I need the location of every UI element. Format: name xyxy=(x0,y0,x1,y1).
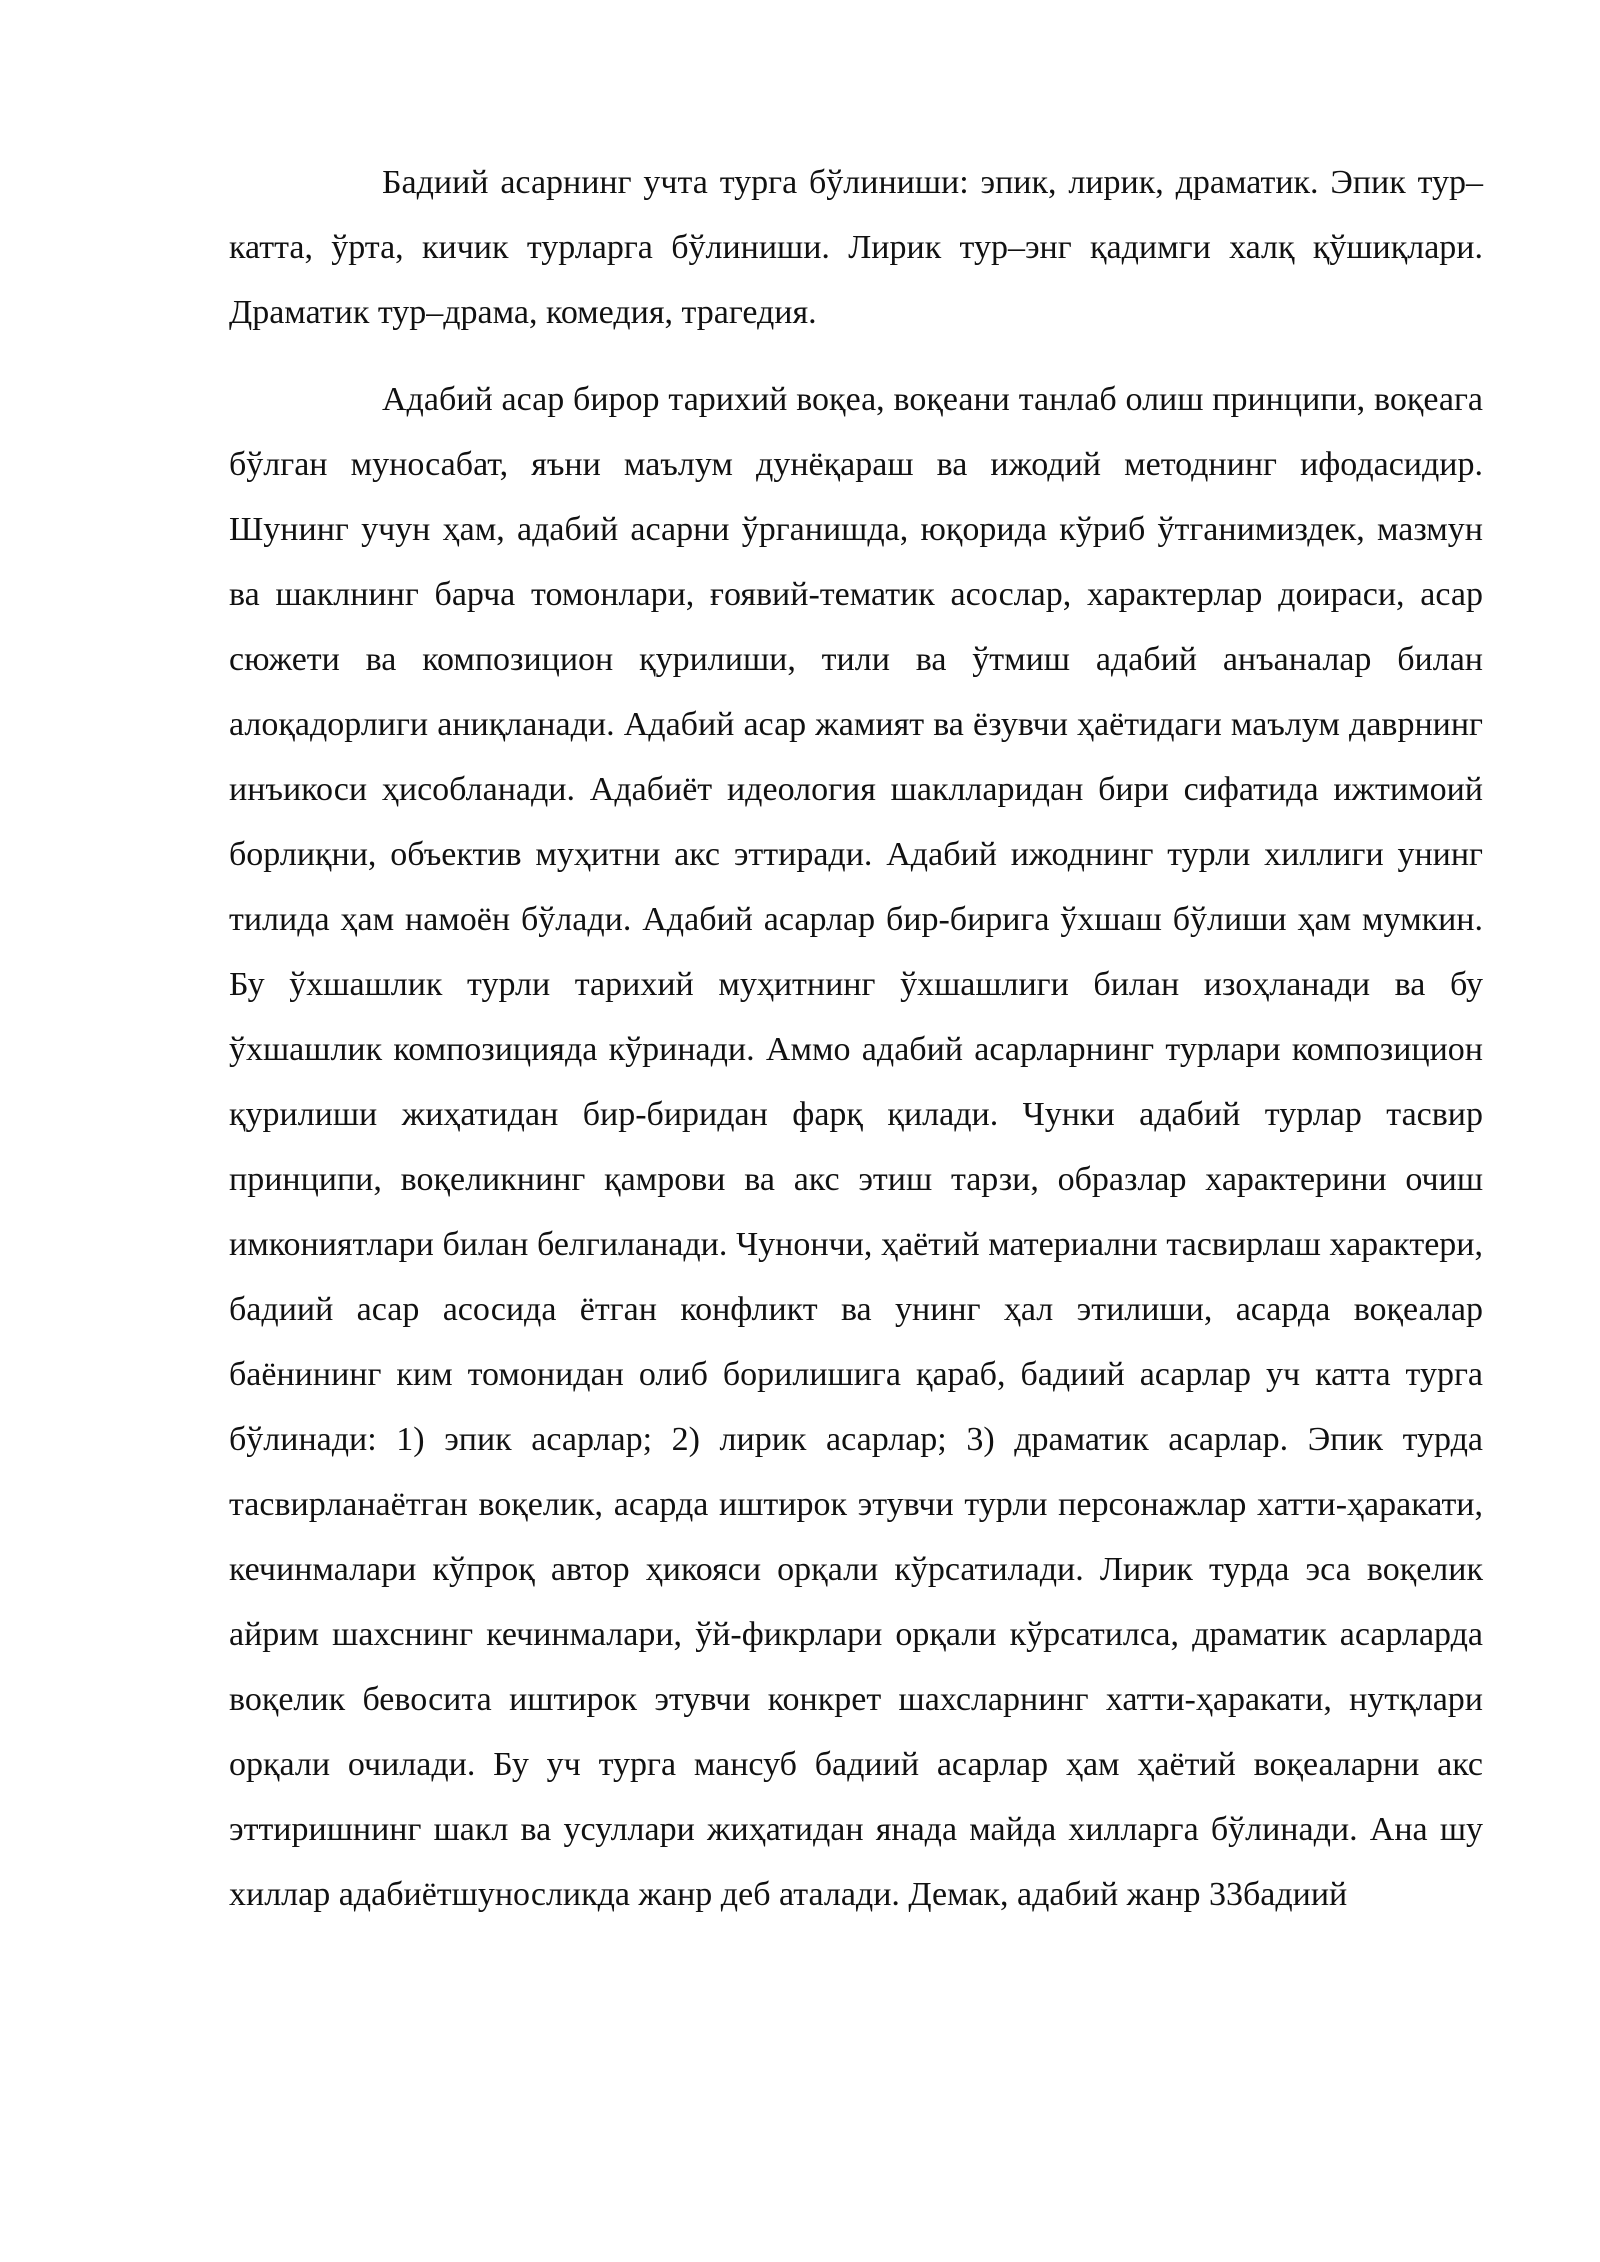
paragraph-1: Бадиий асарнинг учта турга бўлиниши: эпик, лирик, драматик. Эпик тур–катта, ўрта, кичик турларга бўлиниши. Лирик тур–энг қадимги халқ қўшиқлари. Драматик тур–драма, комедия, трагедия. xyxy=(229,164,1483,331)
paragraph-2: Адабий асар бирор тарихий воқеа, воқеани танлаб олиш принципи, воқеага бўлган муносабат, яъни маълум дунёқараш ва ижодий методнинг ифодасидир. Шунинг учун ҳам, адабий асарни ўрганишда, юқорида кўриб ўтганимиздек, мазмун ва шаклнинг барча томонлари, ғоявий-тематик асослар, характерлар доираси, асар сюжети ва композицион қурилиши, тили ва ўтмиш адабий анъаналар билан алоқадорлиги аниқланади. Адабий асар жамият ва ёзувчи ҳаётидаги маълум даврнинг инъикоси ҳисобланади. Адабиёт идеология шаклларидан бири сифатида ижтимоий борлиқни, объектив муҳитни акс эттиради. Адабий ижоднинг турли хиллиги унинг тилида ҳам намоён бўлади. Адабий асарлар бир-бирига ўхшаш бўлиши ҳам мумкин. Бу ўхшашлик турли тарихий муҳитнинг ўхшашлиги билан изоҳланади ва бу ўхшашлик композицияда кўринади. Аммо адабий асарларнинг турлари композицион қурилиши жиҳатидан бир-биридан фарқ қилади. Чунки адабий турлар тасвир принципи, воқеликнинг қамрови ва акс этиш тарзи, образлар характерини очиш имкониятлари билан белгиланади. Чунончи, ҳаётий материални тасвирлаш характери, бадиий асар асосида ётган конфликт ва унинг ҳал этилиши, асарда воқеалар баёнининг ким томонидан олиб борилишига қараб, бадиий асарлар уч катта турга бўлинади: 1) эпик асарлар; 2) лирик асарлар; 3) драматик асарлар. Эпик турда тасвирланаётган воқелик, асарда иштирок этувчи турли персонажлар хатти-ҳаракати, кечинмалари кўпроқ автор ҳикояси орқали кўрсатилади. Лирик турда эса воқелик айрим шахснинг кечинмалари, ўй-фикрлари орқали кўрсатилса, драматик асарларда воқелик бевосита иштирок этувчи конкрет шахсларнинг хатти-ҳаракати, нутқлари орқали очилади. Бу уч турга мансуб бадиий асарлар ҳам ҳаётий воқеаларни акс эттиришнинг шакл ва усуллари жиҳатидан янада майда хилларга бўлинади. Ана шу хиллар адабиётшуносликда жанр деб аталади. Демак, адабий жанр 33бадиий xyxy=(229,381,1483,1913)
body-text xyxy=(229,150,1483,1927)
